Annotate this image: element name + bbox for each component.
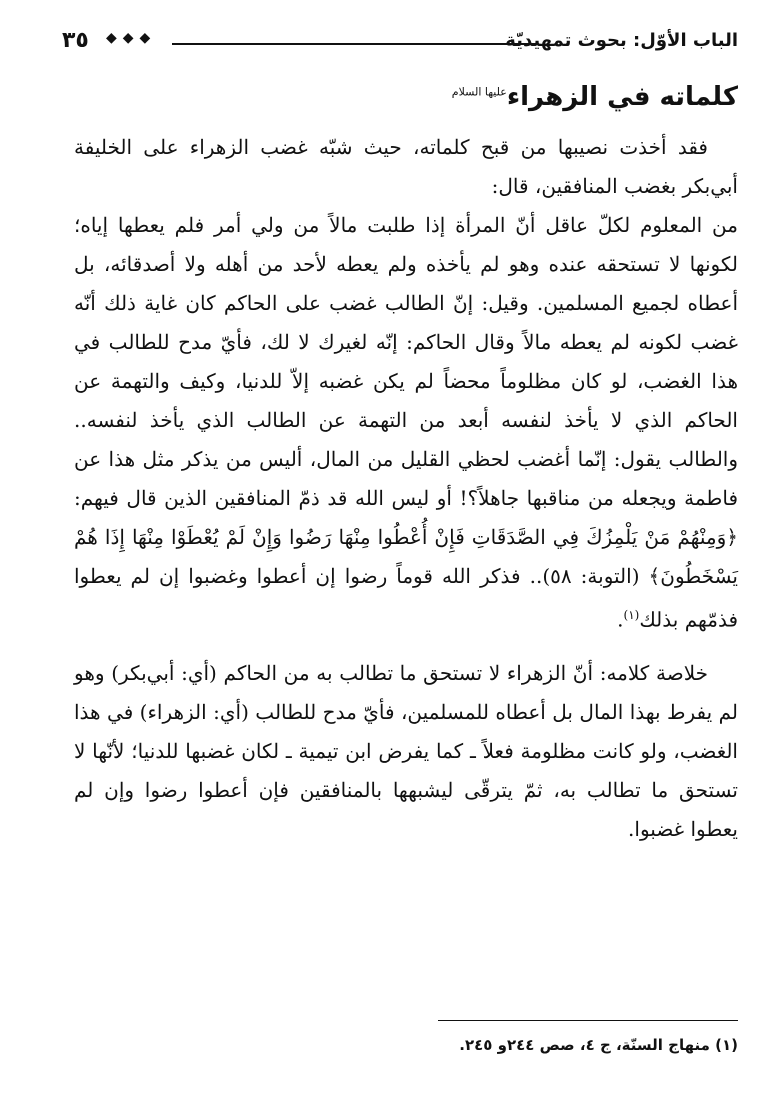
body-text bbox=[74, 128, 738, 849]
page-number: ٣٥ bbox=[62, 28, 89, 53]
section-heading-text: كلماته في الزهراء bbox=[506, 82, 738, 112]
running-header bbox=[62, 28, 738, 62]
summary-text: خلاصة كلامه: أنّ الزهراء لا تستحق ما تطالب به من الحاكم (أي: أبي‌بكر) وهو لم يفرط بهذا المال بل أعطاه للمسلمين، فأيّ مدح للطالب (أي: الزهراء) في هذا الغضب، ولو كانت مظلومة فعلاً ـ كما يفرض ابن تيمية ـ لكان غضبها للدنيا؛ لأنّها لا تستحق ما تطالب به، ثمّ يترقّى ليشبهها بالمنافقين فإن أعطوا رضوا وإن لم يعطوا غضبوا. bbox=[74, 660, 738, 841]
chapter-title: الباب الأوّل: بحوث تمهيديّة bbox=[505, 30, 738, 51]
footnote-reference: (١) bbox=[623, 608, 640, 622]
footnote: (١) منهاج السنّة، ج ٤، صص ٢٤٤و ٢٤٥. bbox=[459, 1036, 738, 1054]
quote-end: . bbox=[617, 607, 624, 632]
honorific-mark: عليها السلام bbox=[451, 85, 507, 99]
paragraph-summary bbox=[74, 654, 738, 849]
paragraph-intro: فقد أخذت نصيبها من قبح كلماته، حيث شبّه غضب الزهراء على الخليفة أبي‌بكر بغضب المنافقين، قال: bbox=[74, 135, 738, 198]
header-rule bbox=[172, 43, 538, 45]
section-heading bbox=[452, 82, 738, 112]
footnote-rule bbox=[438, 1020, 738, 1021]
paragraph-quote bbox=[74, 206, 738, 640]
header-ornament: ◆◆◆ bbox=[106, 30, 157, 46]
quote-text: من المعلوم لكلّ عاقل أنّ المرأة إذا طلبت مالاً من ولي أمر فلم يعطها إياه؛ لكونها لا تستحقه عنده وهو لم يأخذه ولم يعطه لأحد من أهله ولا أصدقائه، بل أعطاه لجميع المسلمين. وقيل: إنّ الطالب غضب على الحاكم كان غاية ذلك أنّه غضب لكونه لم يعطه مالاً وقال الحاكم: إنّه لغيرك لا لك، فأيّ مدح للطالب في هذا الغضب، لو كان مظلوماً محضاً لم يكن غضبه إلاّ للدنيا، وكيف والتهمة عن الحاكم الذي لا يأخذ لنفسه أبعد من التهمة عن الطالب الذي يأخذ لنفسه.. والطالب يقول: إنّما أغضب لحظي القليل من المال، أليس من يذكر مثل هذا عن فاطمة ويجعله من مناقبها جاهلاً؟! أو ليس الله قد ذمّ المنافقين الذين قال فيهم: ﴿وَمِنْهُمْ مَنْ يَلْمِزُكَ فِي الصَّدَقَاتِ فَإِنْ أُعْطُوا مِنْهَا رَضُوا وَإِنْ لَمْ يُعْطَوْا مِنْهَا إِذَا هُمْ يَسْخَطُونَ﴾ (التوبة: ٥٨).. فذكر الله قوماً رضوا إن أعطوا وغضبوا إن لم يعطوا فذمّهم بذلك bbox=[74, 213, 738, 632]
